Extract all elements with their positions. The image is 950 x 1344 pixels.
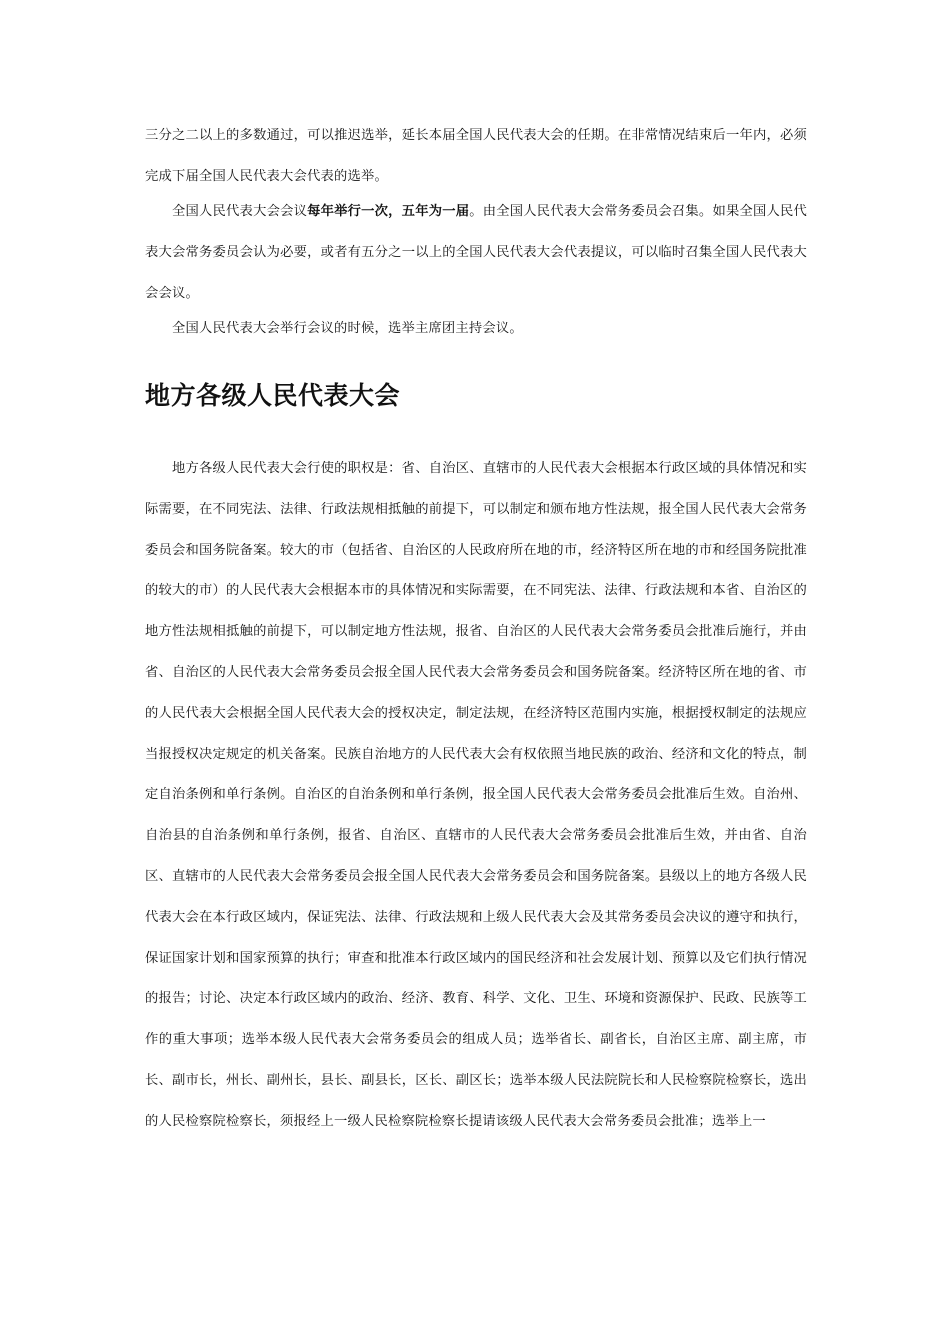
paragraph-text-after: 。由全国人民代表大会常务委员会召集。如果全国人民代表大会常务委员会认为必要，或者有五分之一以上的全国人民代表大会代表提议，可以临时召集全国人民代表大会会议。: [145, 204, 808, 301]
paragraph-session-frequency: [145, 192, 807, 314]
bold-emphasis: 每年举行一次，五年为一届: [307, 204, 470, 219]
paragraph-text-before: 全国人民代表大会会议: [172, 204, 308, 219]
section-heading: 地方各级人民代表大会: [145, 381, 401, 410]
paragraph-presidium: 全国人民代表大会举行会议的时候，选举主席团主持会议。: [172, 321, 523, 336]
paragraph-term-extension: 三分之二以上的多数通过，可以推迟选举，延长本届全国人民代表大会的任期。在非常情况结束后一年内，必须完成下届全国人民代表大会代表的选举。: [145, 128, 807, 184]
paragraph-local-congress-powers: 地方各级人民代表大会行使的职权是：省、自治区、直辖市的人民代表大会根据本行政区域的具体情况和实际需要，在不同宪法、法律、行政法规相抵触的前提下，可以制定和颁布地方性法规，报全国人民代表大会常务委员会和国务院备案。较大的市（包括省、自治区的人民政府所在地的市，经济特区所在地的市和经国务院批准的较大的市）的人民代表大会根据本市的具体情况和实际需要，在不同宪法、法律、行政法规和本省、自治区的地方性法规相抵触的前提下，可以制定地方性法规，报省、自治区的人民代表大会常务委员会批准后施行，并由省、自治区的人民代表大会常务委员会报全国人民代表大会常务委员会和国务院备案。经济特区所在地的省、市的人民代表大会根据全国人民代表大会的授权决定，制定法规，在经济特区范围内实施，根据授权制定的法规应当报授权决定规定的机关备案。民族自治地方的人民代表大会有权依照当地民族的政治、经济和文化的特点，制定自治条例和单行条例。自治区的自治条例和单行条例，报全国人民代表大会常务委员会批准后生效。自治州、自治县的自治条例和单行条例，报省、自治区、直辖市的人民代表大会常务委员会批准后生效，并由省、自治区、直辖市的人民代表大会常务委员会报全国人民代表大会常务委员会和国务院备案。县级以上的地方各级人民代表大会在本行政区域内，保证宪法、法律、行政法规和上级人民代表大会及其常务委员会决议的遵守和执行，保证国家计划和国家预算的执行；审查和批准本行政区域内的国民经济和社会发展计划、预算以及它们执行情况的报告；讨论、决定本行政区域内的政治、经济、教育、科学、文化、卫生、环境和资源保护、民政、民族等工作的重大事项；选举本级人民代表大会常务委员会的组成人员；选举省长、副省长，自治区主席、副主席，市长、副市长，州长、副州长，县长、副县长，区长、副区长；选举本级人民法院院长和人民检察院检察长，选出的人民检察院检察长，须报经上一级人民检察院检察长提请该级人民代表大会常务委员会批准；选举上一: [145, 461, 807, 1129]
